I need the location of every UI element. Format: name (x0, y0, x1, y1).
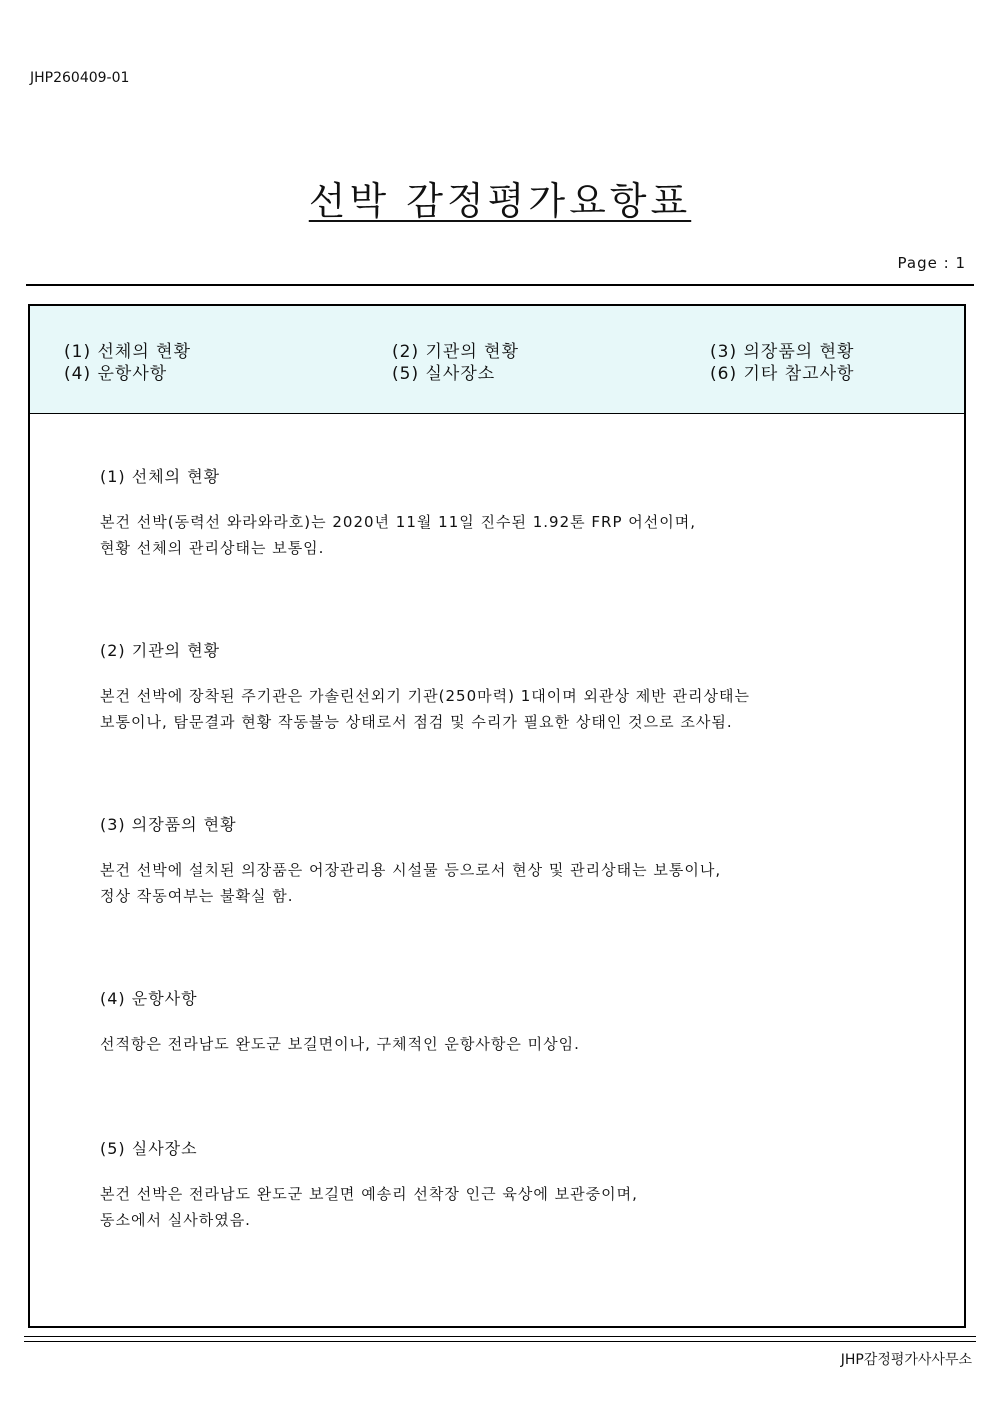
body-line: 본건 선박에 설치된 의장품은 어장관리용 시설물 등으로서 현상 및 관리상태는 보통이나, (100, 861, 722, 879)
body-line: 본건 선박에 장착된 주기관은 가솔린선외기 기관(250마력) 1대이며 외관상 제반 관리상태는 (100, 687, 750, 705)
toc-item-operation: (4) 운항사항 (64, 364, 168, 384)
toc-item-other-notes: (6) 기타 참고사항 (710, 364, 855, 384)
section-body (100, 857, 920, 909)
body-line: 본건 선박(동력선 와라와라호)는 2020년 11월 11일 진수된 1.92톤 FRP 어선이며, (100, 513, 696, 531)
section-title: (3) 의장품의 현황 (100, 815, 237, 834)
section-body (100, 683, 920, 735)
page-title-text: 선박 감정평가요항표 (308, 179, 692, 223)
footer-office-name: JHP감정평가사사무소 (840, 1352, 972, 1368)
section-title: (2) 기관의 현황 (100, 641, 221, 660)
toc-item-hull: (1) 선체의 현황 (64, 342, 191, 362)
section-inspection-site (100, 1136, 920, 1233)
body-line: 현황 선체의 관리상태는 보통임. (100, 539, 325, 557)
toc-item-equipment: (3) 의장품의 현황 (710, 342, 855, 362)
document-id: JHP260409-01 (30, 70, 130, 86)
body-line: 정상 작동여부는 불확실 함. (100, 887, 294, 905)
toc-item-inspection-site: (5) 실사장소 (392, 364, 496, 384)
page-number: Page : 1 (897, 254, 966, 272)
section-operation (100, 986, 920, 1057)
toc-item-engine: (2) 기관의 현황 (392, 342, 519, 362)
body-line: 보통이나, 탐문결과 현황 작동불능 상태로서 점검 및 수리가 필요한 상태인 것으로 조사됨. (100, 713, 733, 731)
section-title: (5) 실사장소 (100, 1139, 198, 1158)
section-title: (4) 운항사항 (100, 989, 198, 1008)
section-engine (100, 638, 920, 735)
content-frame (28, 304, 966, 1328)
section-body (100, 1181, 920, 1233)
section-body (100, 1031, 920, 1057)
table-of-contents (30, 306, 964, 414)
section-hull (100, 464, 920, 561)
section-equipment (100, 812, 920, 909)
body-line: 본건 선박은 전라남도 완도군 보길면 예송리 선착장 인근 육상에 보관중이며, (100, 1185, 638, 1203)
section-title: (1) 선체의 현황 (100, 467, 221, 486)
body-line: 선적항은 전라남도 완도군 보길면이나, 구체적인 운항사항은 미상임. (100, 1035, 580, 1053)
header-divider (26, 284, 974, 286)
footer-divider (24, 1336, 976, 1342)
section-body (100, 509, 920, 561)
body-line: 동소에서 실사하였음. (100, 1211, 251, 1229)
page-title (0, 170, 1000, 225)
